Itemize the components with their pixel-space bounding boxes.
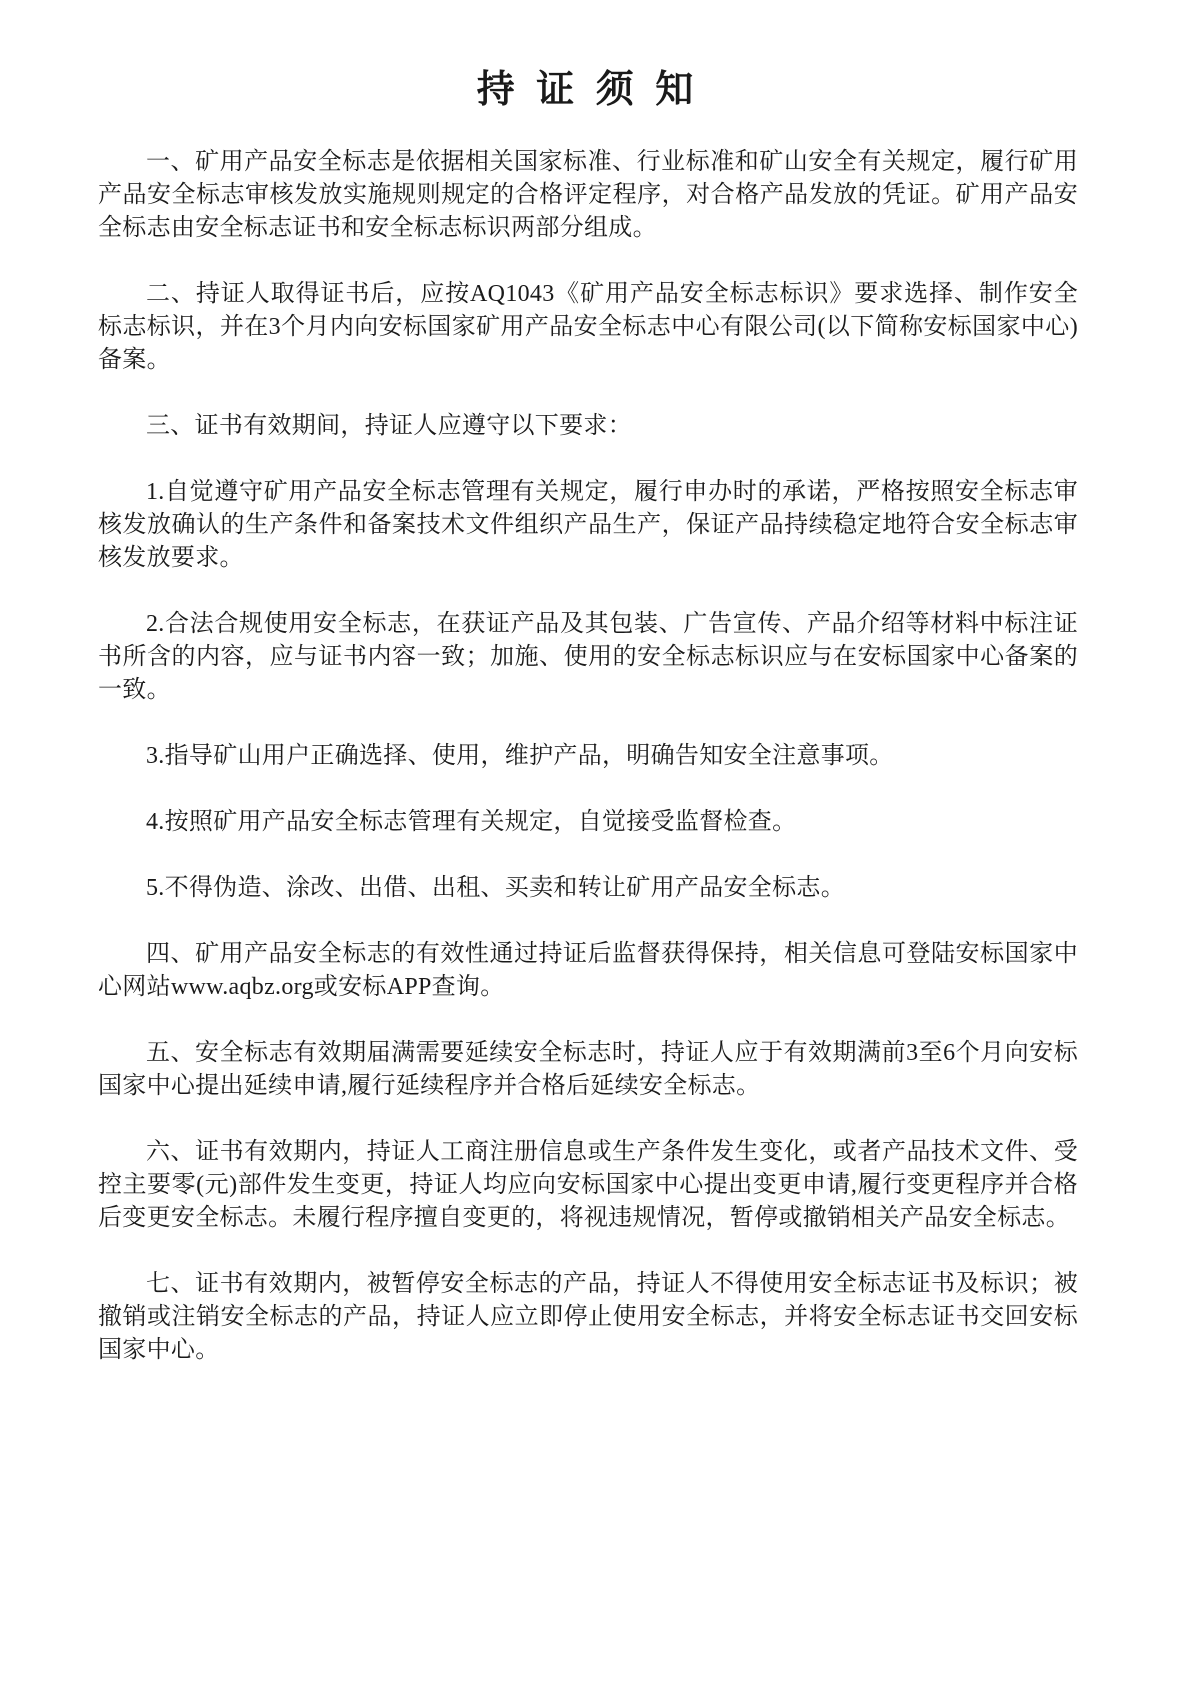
doc-paragraph-5: 五、安全标志有效期届满需要延续安全标志时，持证人应于有效期满前3至6个月向安标国家中心提出延续申请,履行延续程序并合格后延续安全标志。: [98, 1040, 1078, 1099]
doc-paragraph-2: 二、持证人取得证书后，应按AQ1043《矿用产品安全标志标识》要求选择、制作安全标志标识，并在3个月内向安标国家矿用产品安全标志中心有限公司(以下简称安标国家中心)备案。: [98, 281, 1078, 373]
doc-paragraph-3-item-4: 4.按照矿用产品安全标志管理有关规定，自觉接受监督检查。: [146, 809, 797, 835]
doc-paragraph-1: 一、矿用产品安全标志是依据相关国家标准、行业标准和矿山安全有关规定，履行矿用产品安全标志审核发放实施规则规定的合格评定程序，对合格产品发放的凭证。矿用产品安全标志由安全标志证书和安全标志标识两部分组成。: [98, 149, 1078, 241]
document-body: [98, 146, 1078, 1367]
doc-paragraph-3-item-3: 3.指导矿山用户正确选择、使用，维护产品，明确告知安全注意事项。: [146, 743, 894, 769]
doc-paragraph-3-item-2: 2.合法合规使用安全标志，在获证产品及其包装、广告宣传、产品介绍等材料中标注证书所含的内容，应与证书内容一致；加施、使用的安全标志标识应与在安标国家中心备案的一致。: [98, 611, 1078, 703]
doc-paragraph-7: 七、证书有效期内，被暂停安全标志的产品，持证人不得使用安全标志证书及标识；被撤销或注销安全标志的产品，持证人应立即停止使用安全标志，并将安全标志证书交回安标国家中心。: [98, 1271, 1078, 1363]
page-title: 持 证 须 知: [476, 69, 700, 111]
doc-paragraph-6: 六、证书有效期内，持证人工商注册信息或生产条件发生变化，或者产品技术文件、受控主要零(元)部件发生变更，持证人均应向安标国家中心提出变更申请,履行变更程序并合格后变更安全标志。未履行程序擅自变更的，将视违规情况，暂停或撤销相关产品安全标志。: [98, 1139, 1078, 1231]
doc-paragraph-4: 四、矿用产品安全标志的有效性通过持证后监督获得保持，相关信息可登陆安标国家中心网站www.aqbz.org或安标APP查询。: [98, 941, 1078, 1000]
doc-paragraph-3-item-5: 5.不得伪造、涂改、出借、出租、买卖和转让矿用产品安全标志。: [146, 875, 845, 901]
doc-paragraph-3: 三、证书有效期间，持证人应遵守以下要求：: [146, 413, 632, 439]
doc-paragraph-3-item-1: 1.自觉遵守矿用产品安全标志管理有关规定，履行申办时的承诺，严格按照安全标志审核发放确认的生产条件和备案技术文件组织产品生产，保证产品持续稳定地符合安全标志审核发放要求。: [98, 479, 1078, 571]
